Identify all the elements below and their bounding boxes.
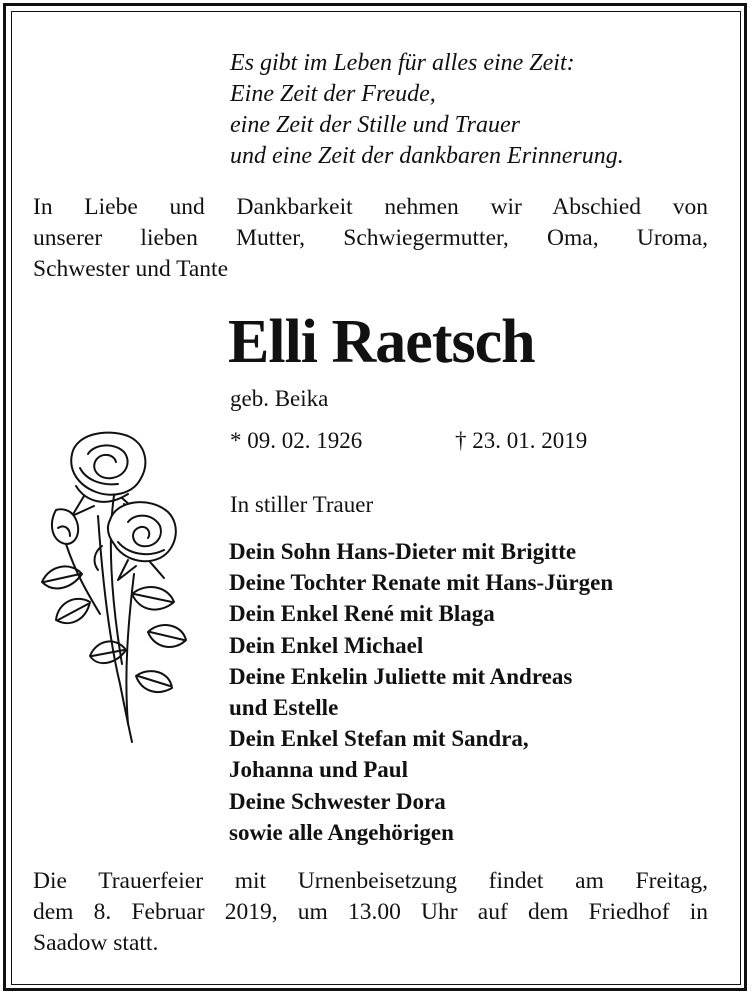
mourning-label: In stiller Trauer xyxy=(230,492,374,517)
poem-line: eine Zeit der Stille und Trauer xyxy=(230,112,520,138)
birth-name: geb. Beika xyxy=(230,386,329,411)
poem xyxy=(230,48,624,172)
poem-line: und eine Zeit der dankbaren Erinnerung. xyxy=(230,143,624,169)
service-line: Die Trauerfeier mit Urnenbeisetzung findet am Freitag, xyxy=(33,868,708,894)
service-line: Saadow statt. xyxy=(33,930,159,956)
list-item: Dein Enkel René mit Blaga xyxy=(229,601,495,627)
deceased-name: Elli Raetsch xyxy=(228,308,535,376)
intro-text xyxy=(33,192,708,285)
list-item: Deine Schwester Dora xyxy=(229,788,446,814)
birth-date: * 09. 02. 1926 xyxy=(230,428,363,453)
poem-line: Eine Zeit der Freude, xyxy=(230,81,436,107)
list-item: Deine Tochter Renate mit Hans-Jürgen xyxy=(229,570,614,596)
service-notice xyxy=(33,866,708,959)
service-line: dem 8. Februar 2019, um 13.00 Uhr auf dem Friedhof in xyxy=(33,899,708,925)
intro-line: In Liebe und Dankbarkeit nehmen wir Abschied von xyxy=(33,194,708,220)
intro-line: unserer lieben Mutter, Schwiegermutter, Oma, Uroma, xyxy=(33,225,708,251)
poem-line: Es gibt im Leben für alles eine Zeit: xyxy=(230,50,575,76)
list-item: sowie alle Angehörigen xyxy=(229,819,454,845)
death-date: † 23. 01. 2019 xyxy=(455,428,588,453)
list-item: Johanna und Paul xyxy=(229,757,408,783)
list-item: und Estelle xyxy=(229,694,339,720)
mourner-list xyxy=(229,536,613,848)
rose-icon xyxy=(36,424,196,748)
list-item: Dein Enkel Michael xyxy=(229,632,424,658)
list-item: Dein Enkel Stefan mit Sandra, xyxy=(229,726,529,752)
intro-line: Schwester und Tante xyxy=(33,256,229,282)
list-item: Dein Sohn Hans-Dieter mit Brigitte xyxy=(229,539,577,564)
list-item: Deine Enkelin Juliette mit Andreas xyxy=(229,663,573,689)
